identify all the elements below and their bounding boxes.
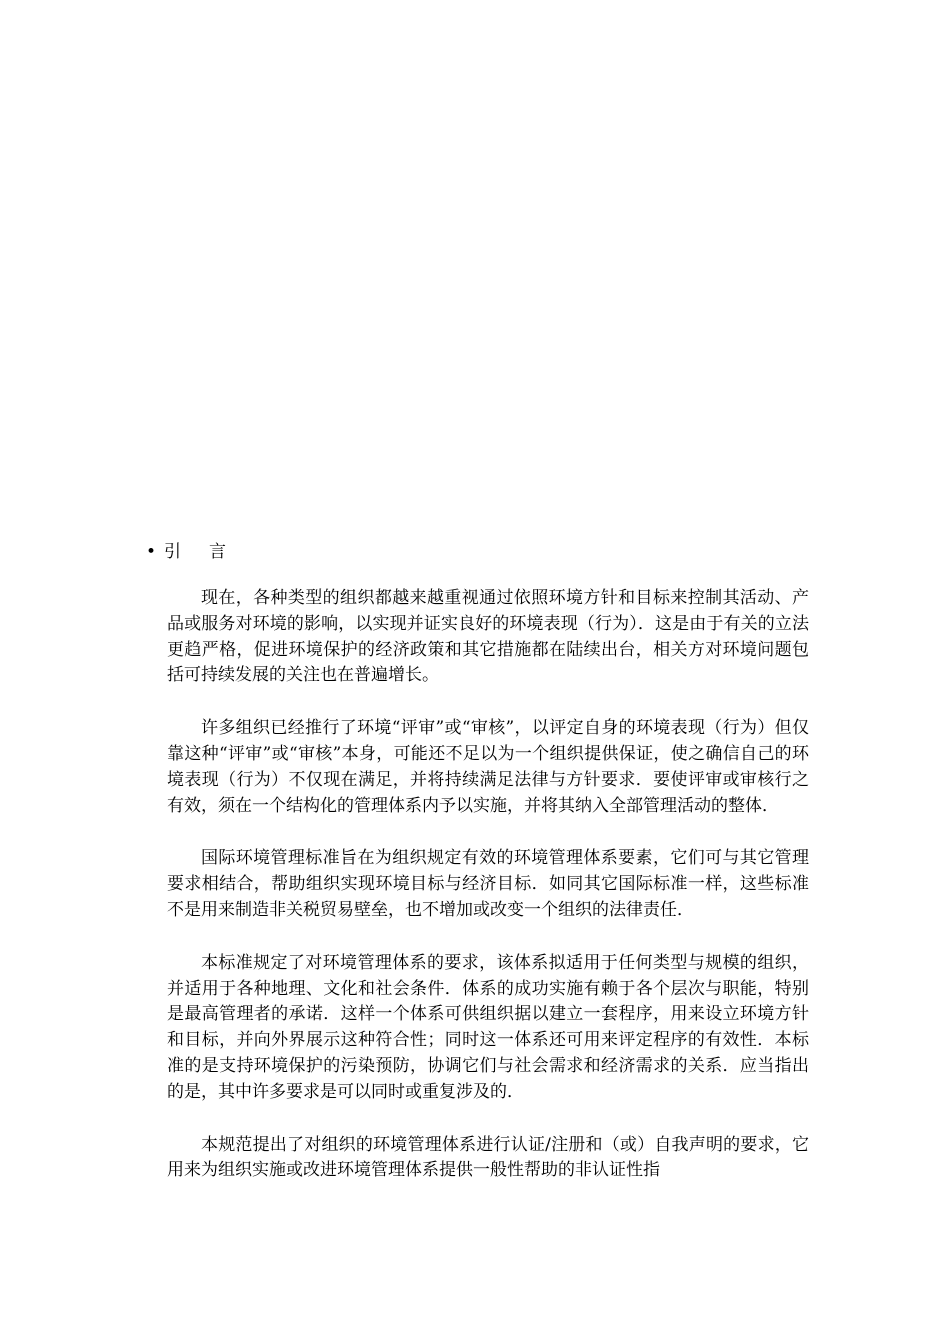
paragraph-1: 现在，各种类型的组织都越来越重视通过依照环境方针和目标来控制其活动、产品或服务对环境的影响，以实现并证实良好的环境表现（行为）．这是由于有关的立法更趋严格，促进环境保护的经济政策和其它措施都在陆续出台，相关方对环境问题包括可持续发展的关注也在普遍增长。: [167, 588, 809, 686]
paragraph-5: 本规范提出了对组织的环境管理体系进行认证/注册和（或）自我声明的要求，它用来为组织实施或改进环境管理体系提供一般性帮助的非认证性指: [167, 1134, 809, 1181]
section-title: 引言: [164, 542, 254, 562]
paragraph-3: 国际环境管理标准旨在为组织规定有效的环境管理体系要素，它们可与其它管理要求相结合，帮助组织实现环境目标与经济目标．如同其它国际标准一样，这些标准不是用来制造非关税贸易壁垒，也不增加或改变一个组织的法律责任．: [167, 848, 809, 920]
paragraph-4: 本标准规定了对环境管理体系的要求，该体系拟适用于任何类型与规模的组织，并适用于各种地理、文化和社会条件．体系的成功实施有赖于各个层次与职能，特别是最高管理者的承诺．这样一个体系可供组织据以建立一套程序，用来设立环境方针和目标，并向外界展示这种符合性；同时这一体系还可用来评定程序的有效性．本标准的是支持环境保护的污染预防，协调它们与社会需求和经济需求的关系．应当指出的是，其中许多要求是可以同时或重复涉及的．: [167, 952, 809, 1102]
section-heading: [146, 540, 254, 564]
bullet-icon: •: [146, 542, 157, 562]
paragraph-2: 许多组织已经推行了环境“评审”或“审核”，以评定自身的环境表现（行为）但仅靠这种“评审”或“审核”本身，可能还不足以为一个组织提供保证，使之确信自己的环境表现（行为）不仅现在满足，并将持续满足法律与方针要求．要使评审或审核行之有效，须在一个结构化的管理体系内予以实施，并将其纳入全部管理活动的整体．: [167, 718, 809, 816]
document-body: [167, 586, 809, 1211]
